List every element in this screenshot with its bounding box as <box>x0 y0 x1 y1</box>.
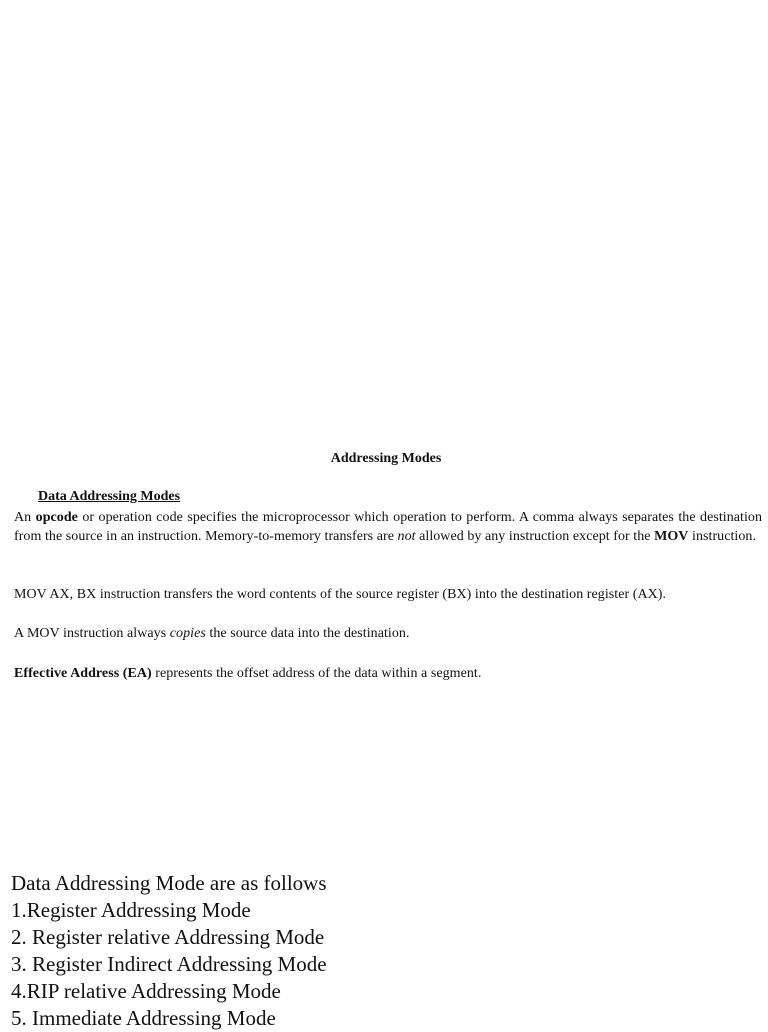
text-run: An <box>14 510 36 525</box>
text-run: instruction. <box>688 529 757 544</box>
term-opcode: opcode <box>35 510 78 525</box>
text-run: or operation code specifies the microprocessor which operation to perform. A comma always separates the destination from the source in an instruction. Memory-to-memory transfers are <box>14 510 763 544</box>
text-run: the source data into the destination. <box>205 626 410 641</box>
emphasis-not: not <box>397 529 416 544</box>
text-run: A MOV instruction always <box>14 626 170 641</box>
list-item: 1.Register Addressing Mode <box>11 898 251 922</box>
list-item: 3. Register Indirect Addressing Mode <box>11 952 327 976</box>
paragraph-mov-copies <box>14 624 762 643</box>
list-intro: Data Addressing Mode are as follows <box>11 871 327 895</box>
term-mov: MOV <box>654 529 689 544</box>
list-item: 4.RIP relative Addressing Mode <box>11 979 281 1003</box>
addressing-modes-list <box>11 870 327 1032</box>
text-run: represents the offset address of the data within a segment. <box>151 666 482 681</box>
section-heading: Data Addressing Modes <box>38 489 181 504</box>
paragraph-mov-example: MOV AX, BX instruction transfers the word contents of the source register (BX) into the destination register (AX). <box>14 587 667 602</box>
document-title: Addressing Modes <box>330 451 442 466</box>
paragraph-effective-address <box>14 664 762 683</box>
list-item: 5. Immediate Addressing Mode <box>11 1006 276 1030</box>
list-item: 2. Register relative Addressing Mode <box>11 925 325 949</box>
term-effective-address: Effective Address (EA) <box>14 666 152 681</box>
paragraph-opcode <box>14 508 762 546</box>
emphasis-copies: copies <box>169 626 206 641</box>
text-run: allowed by any instruction except for the <box>415 529 655 544</box>
